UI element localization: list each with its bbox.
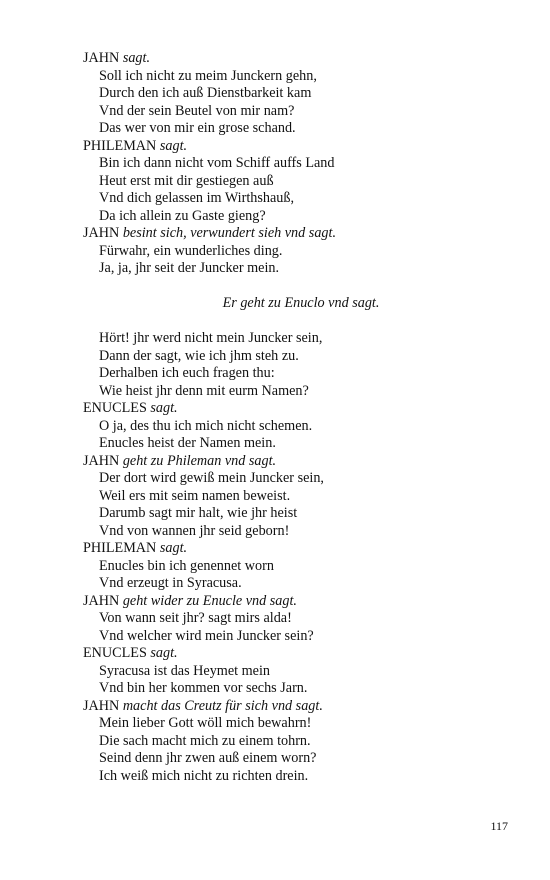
blank-line (83, 278, 503, 296)
speaker-name: JAHN (83, 452, 120, 469)
speaker-line (83, 400, 503, 418)
speaker-name: JAHN (83, 592, 120, 609)
stage-direction: macht das Creutz für sich vnd sagt. (122, 697, 323, 714)
verse-line: Das wer von mir ein grose schand. (99, 120, 296, 136)
speaker-name: JAHN (83, 697, 120, 714)
verse-line: Da ich allein zu Gaste gieng? (99, 207, 266, 224)
page-number: 117 (490, 819, 508, 833)
verse-line: Heut erst mit dir gestiegen auß (99, 172, 274, 189)
speaker-line (83, 645, 503, 663)
verse-line: Ich weiß mich nicht zu richten drein. (99, 767, 309, 784)
verse-line: Dann der sagt, wie ich jhm steh zu. (99, 347, 299, 364)
speaker-name: PHILEMAN (83, 137, 157, 154)
verse-line: Von wann seit jhr? sagt mirs alda! (99, 610, 292, 626)
verse-line: Vnd dich gelassen im Wirthshauß, (99, 190, 295, 206)
speaker-name: JAHN (83, 225, 120, 241)
centered-stage-direction: Er geht zu Enuclo vnd sagt. (222, 295, 380, 311)
stage-direction: sagt. (150, 400, 178, 416)
verse-line: Derhalben ich euch fragen thu: (99, 365, 275, 381)
speaker-line (83, 225, 503, 243)
stage-direction: sagt. (159, 137, 188, 154)
verse-line: Fürwahr, ein wunderliches ding. (99, 242, 283, 259)
verse-line: Vnd bin her kommen vor sechs Jarn. (99, 680, 308, 696)
verse-line: Seind denn jhr zwen auß einem worn? (99, 750, 317, 766)
verse-line: Vnd von wannen jhr seid geborn! (99, 522, 290, 539)
verse-line: Mein lieber Gott wöll mich bewahrn! (99, 715, 312, 731)
speaker-line (83, 453, 503, 471)
play-text (83, 50, 503, 785)
speaker-line (83, 50, 503, 68)
verse-line: Syracusa ist das Heymet mein (99, 662, 270, 679)
verse-line: Vnd erzeugt in Syracusa. (99, 575, 242, 591)
verse-line: Wie heist jhr denn mit eurm Namen? (99, 382, 309, 399)
verse-line: O ja, des thu ich mich nicht schemen. (99, 417, 313, 434)
verse-line: Soll ich nicht zu meim Junckern gehn, (99, 67, 317, 84)
verse-line: Vnd welcher wird mein Juncker sein? (99, 627, 314, 644)
blank-line (83, 313, 503, 331)
stage-direction: sagt. (150, 645, 178, 661)
stage-direction: besint sich, verwundert sieh vnd sagt. (122, 225, 336, 241)
verse-line: Weil ers mit seim namen beweist. (99, 487, 291, 504)
verse-line: Enucles bin ich genennet worn (99, 557, 274, 574)
verse-line: Darumb sagt mir halt, wie jhr heist (99, 505, 298, 521)
verse-line: Der dort wird gewiß mein Juncker sein, (99, 470, 324, 486)
speaker-line (83, 138, 503, 156)
speaker-name: JAHN (83, 50, 120, 66)
speaker-name: PHILEMAN (83, 540, 157, 556)
stage-direction: geht zu Phileman vnd sagt. (122, 452, 277, 469)
speaker-line (83, 540, 503, 558)
stage-direction: geht wider zu Enucle vnd sagt. (122, 592, 297, 609)
speaker-name: ENUCLES (83, 645, 147, 661)
speaker-line (83, 698, 503, 716)
verse-line: Ja, ja, jhr seit der Juncker mein. (99, 260, 280, 276)
verse-line: Die sach macht mich zu einem tohrn. (99, 732, 311, 749)
speaker-line (83, 593, 503, 611)
verse-line: Durch den ich auß Dienstbarkeit kam (99, 85, 312, 101)
verse-line: Hört! jhr werd nicht mein Juncker sein, (99, 330, 323, 346)
stage-direction: sagt. (159, 540, 188, 556)
speaker-name: ENUCLES (83, 400, 147, 416)
verse-line: Bin ich dann nicht vom Schiff auffs Land (99, 155, 335, 171)
verse-line: Vnd der sein Beutel von mir nam? (99, 102, 295, 119)
stage-direction: sagt. (122, 50, 151, 66)
verse-line: Enucles heist der Namen mein. (99, 435, 276, 451)
